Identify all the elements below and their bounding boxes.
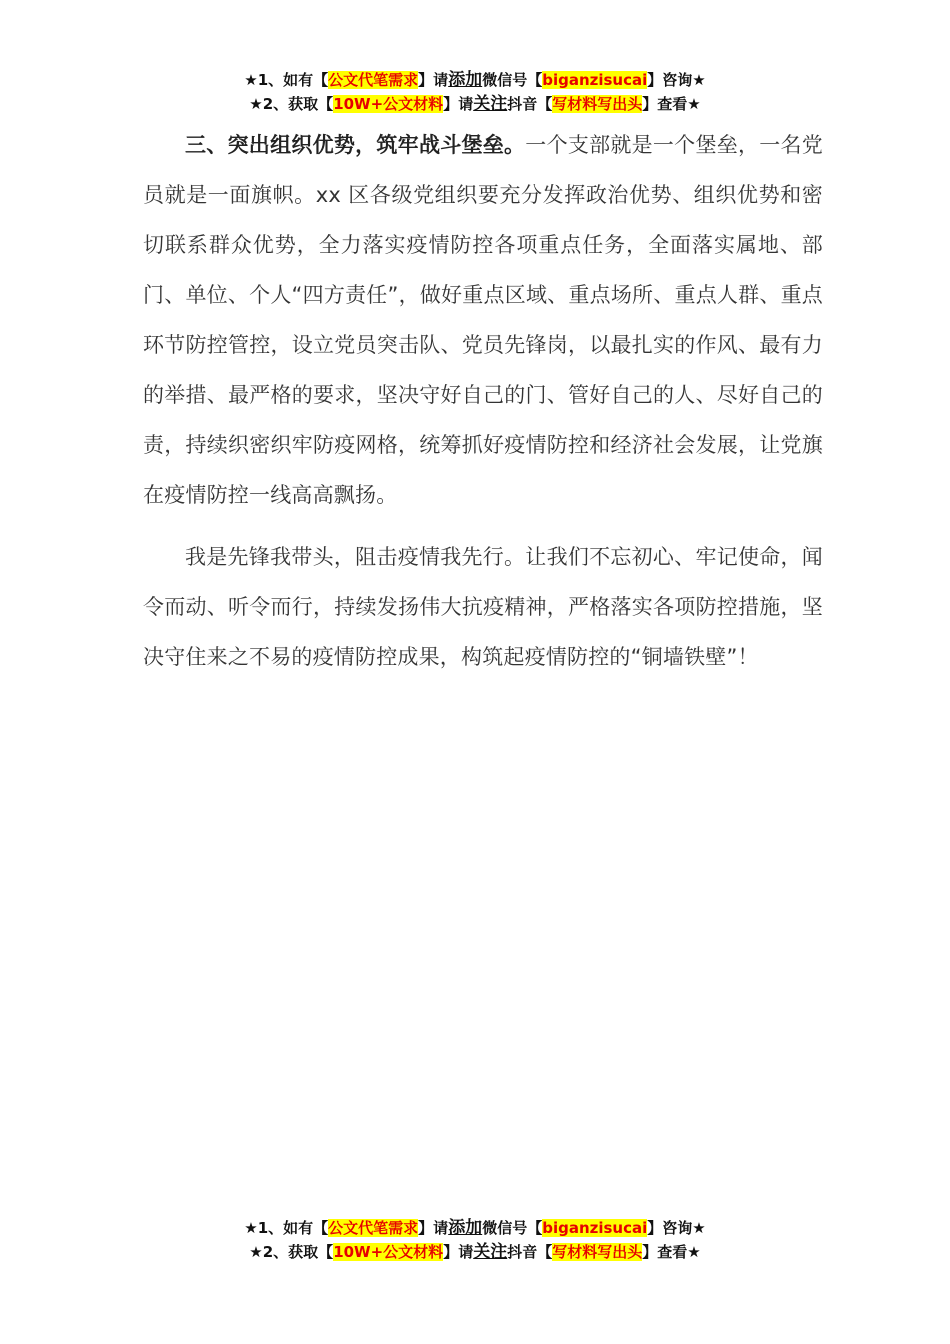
banner-text: 】咨询★ [647,1219,706,1237]
banner-highlight: 写材料写出头 [552,95,643,113]
banner-text: 】咨询★ [647,71,706,89]
banner-text: 】查看★ [642,1243,701,1261]
banner-text: ★2、获取【 [249,95,334,113]
banner-underline: 关注 [473,94,508,114]
footer-banner [0,1216,950,1264]
banner-line-2 [0,92,950,116]
paragraph-text: 我是先锋我带头，阻击疫情我先行。让我们不忘初心、牢记使命，闻令而动、听令而行，持续发扬伟大抗疫精神，严格落实各项防控措施，坚决守住来之不易的疫情防控成果，构筑起疫情防控的“铜墙铁壁”！ [143,545,823,669]
banner-highlight: 10W+公文材料 [333,1243,444,1261]
paragraph-1 [143,120,823,520]
paragraph-2 [143,532,823,682]
banner-text: 】请 [418,71,449,89]
banner-highlight: 公文代笔需求 [328,1219,419,1237]
banner-text: 】请 [443,1243,474,1261]
banner-line-1 [0,68,950,92]
banner-text: 】请 [443,95,474,113]
banner-line-2 [0,1240,950,1264]
banner-highlight: biganzisucai [542,71,648,89]
banner-text: 抖音【 [507,95,553,113]
banner-text: 】查看★ [642,95,701,113]
banner-line-1 [0,1216,950,1240]
banner-text: ★1、如有【 [244,1219,329,1237]
banner-text: ★1、如有【 [244,71,329,89]
document-body [143,120,823,682]
banner-text: 】请 [418,1219,449,1237]
banner-underline: 添加 [448,1218,483,1238]
banner-highlight: 10W+公文材料 [333,95,444,113]
banner-underline: 关注 [473,1242,508,1262]
banner-highlight: biganzisucai [542,1219,648,1237]
header-banner [0,68,950,116]
banner-underline: 添加 [448,70,483,90]
section-heading: 三、突出组织优势，筑牢战斗堡垒。 [185,133,526,157]
banner-text: 微信号【 [482,71,543,89]
banner-text: 微信号【 [482,1219,543,1237]
paragraph-text: 一个支部就是一个堡垒，一名党员就是一面旗帜。xx 区各级党组织要充分发挥政治优势、组织优势和密切联系群众优势，全力落实疫情防控各项重点任务，全面落实属地、部门、单位、个人“四方责任”，做好重点区域、重点场所、重点人群、重点环节防控管控，设立党员突击队、党员先锋岗，以最扎实的作风、最有力的举措、最严格的要求，坚决守好自己的门、管好自己的人、尽好自己的责，持续织密织牢防疫网格，统筹抓好疫情防控和经济社会发展，让党旗在疫情防控一线高高飘扬。 [143,133,823,507]
banner-highlight: 公文代笔需求 [328,71,419,89]
banner-highlight: 写材料写出头 [552,1243,643,1261]
banner-text: ★2、获取【 [249,1243,334,1261]
banner-text: 抖音【 [507,1243,553,1261]
